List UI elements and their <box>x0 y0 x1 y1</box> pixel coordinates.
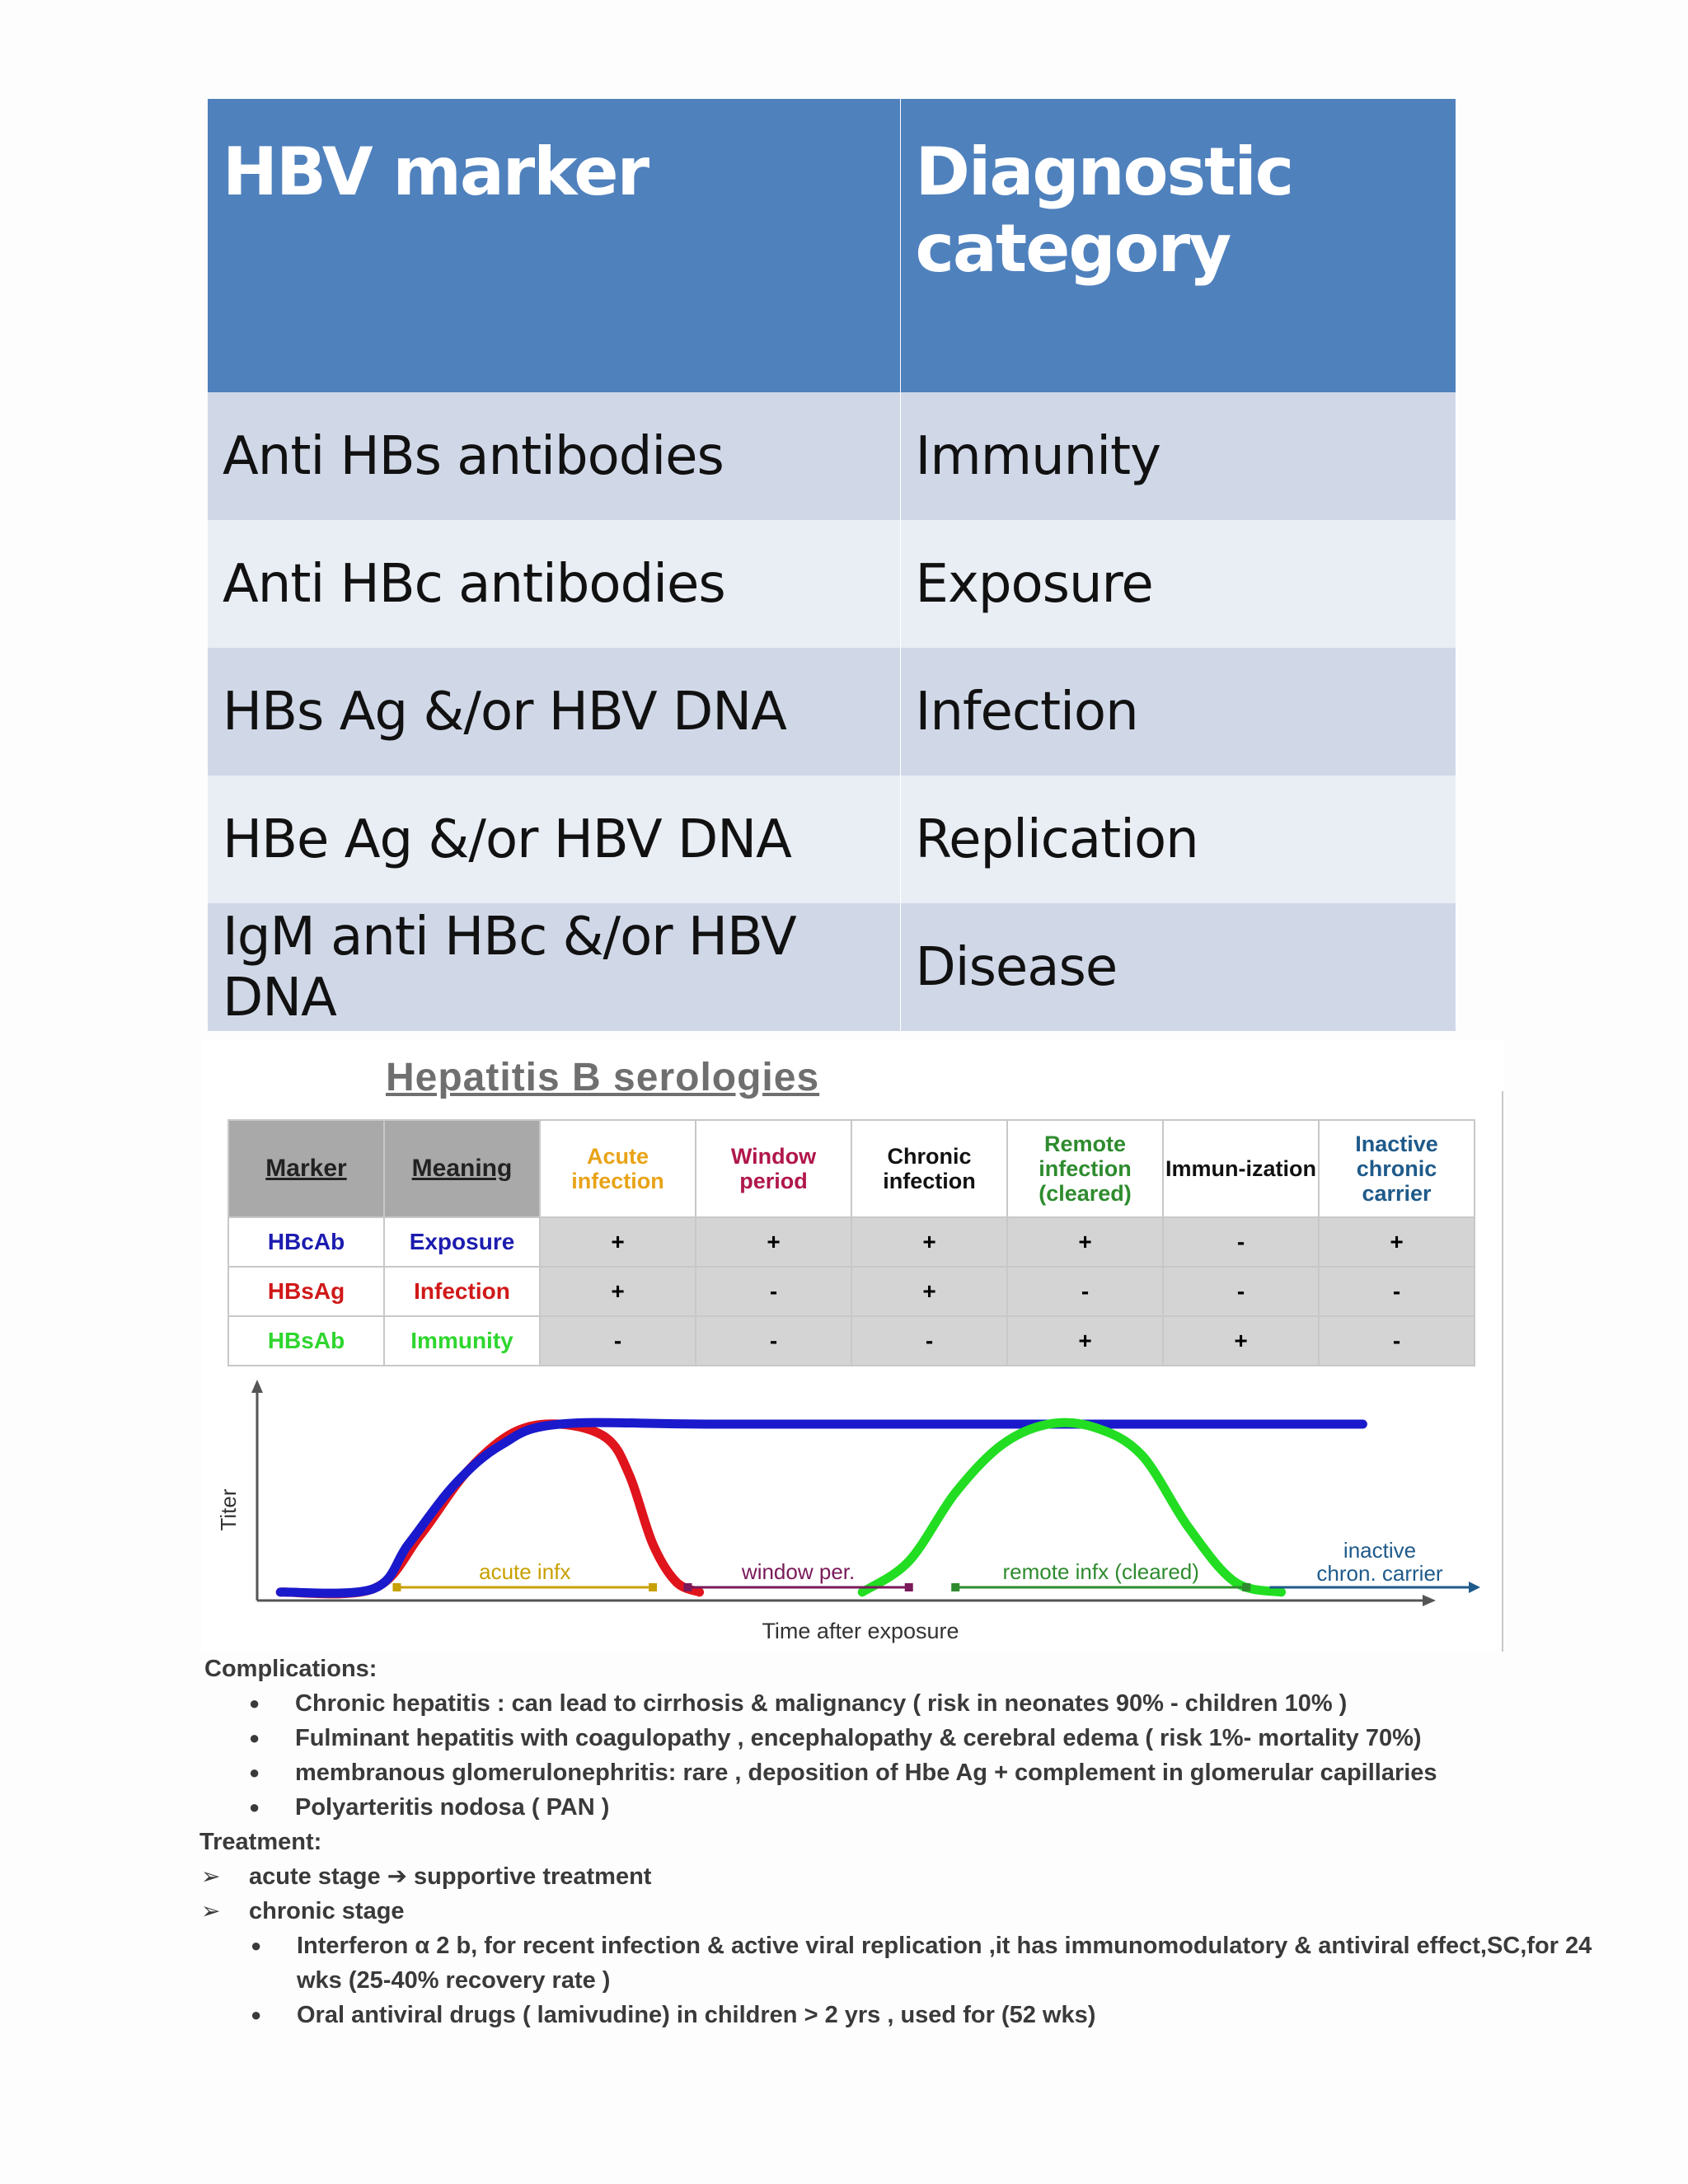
phase-label: window per. <box>741 1559 856 1584</box>
serology-value-cell: - <box>1007 1267 1163 1316</box>
phase-arrow-icon <box>1469 1582 1480 1593</box>
hbv-category-cell: Infection <box>900 648 1456 776</box>
chronic-stage-label: chronic stage <box>249 1898 405 1924</box>
y-axis-arrow-icon <box>251 1380 263 1393</box>
treatment-acute-stage <box>199 1859 1601 1894</box>
table-row <box>208 520 1456 648</box>
phase-bracket-end <box>649 1583 657 1591</box>
list-item: ● Chronic hepatitis : can lead to cirrhosis & malignancy ( risk in neonates 90% - children 10% ) <box>204 1686 1606 1721</box>
list-item: ● membranous glomerulonephritis: rare , deposition of Hbe Ag + complement in glomerular capillaries <box>204 1755 1606 1790</box>
serology-value-cell: + <box>1319 1217 1475 1267</box>
treatment-section <box>199 1825 1601 2032</box>
hbv-marker-table <box>208 99 1456 1031</box>
serology-col-header: Inactive chronic carrier <box>1319 1120 1475 1217</box>
serology-value-cell: + <box>540 1217 696 1267</box>
table-row <box>228 1267 1475 1316</box>
table-row <box>208 903 1456 1031</box>
serology-table <box>227 1119 1475 1366</box>
hbv-category-cell: Exposure <box>900 520 1456 648</box>
hbv-marker-cell: HBe Ag &/or HBV DNA <box>208 776 900 903</box>
treatment-heading: Treatment: <box>199 1829 322 1855</box>
list-item: ● Polyarteritis nodosa ( PAN ) <box>204 1790 1606 1825</box>
phase-bracket-start <box>951 1583 959 1591</box>
serology-marker-cell: HBsAb <box>228 1316 384 1366</box>
serology-value-cell: - <box>1319 1267 1475 1316</box>
serology-col-header: Meaning <box>384 1120 540 1217</box>
acute-stage-label: acute stage <box>249 1863 381 1890</box>
serology-value-cell: - <box>1319 1316 1475 1366</box>
list-item: ● Interferon α 2 b, for recent infection & active viral replication ,it has immunomodulatory & antiviral effect,SC,for 24 wks (25-40% recovery rate ) <box>199 1929 1601 1998</box>
serology-meaning-cell: Exposure <box>384 1217 540 1267</box>
serology-value-cell: + <box>1163 1316 1319 1366</box>
phase-bracket-end <box>1242 1583 1250 1591</box>
phase-label: chron. carrier <box>1316 1561 1443 1586</box>
complications-heading: Complications: <box>204 1656 377 1682</box>
serology-col-header: Marker <box>228 1120 384 1217</box>
hbv-category-cell: Replication <box>900 776 1456 903</box>
list-item: ● Fulminant hepatitis with coagulopathy , encephalopathy & cerebral edema ( risk 1%- mortality 70%) <box>204 1721 1606 1755</box>
serology-figure <box>201 1040 1503 1652</box>
list-item: ● Oral antiviral drugs ( lamivudine) in children > 2 yrs , used for (52 wks) <box>199 1998 1601 2032</box>
hbv-marker-cell: Anti HBc antibodies <box>208 520 900 648</box>
arrow-bullet-icon: ➢ <box>201 1898 221 1924</box>
acute-stage-treatment: supportive treatment <box>414 1863 652 1890</box>
hbv-marker-cell: IgM anti HBc &/or HBV DNA <box>208 903 900 1031</box>
complications-list <box>204 1686 1606 1825</box>
serology-value-cell: - <box>1163 1217 1319 1267</box>
table-row <box>228 1217 1475 1267</box>
table-row <box>208 392 1456 520</box>
serology-value-cell: + <box>851 1267 1007 1316</box>
serology-marker-cell: HBcAb <box>228 1217 384 1267</box>
serology-col-header: Chronic infection <box>851 1120 1007 1217</box>
table-row <box>228 1316 1475 1366</box>
x-axis-arrow-icon <box>1423 1595 1436 1606</box>
hbv-marker-cell: Anti HBs antibodies <box>208 392 900 520</box>
serology-value-cell: + <box>540 1267 696 1316</box>
serology-col-header: Window period <box>696 1120 851 1217</box>
serology-title: Hepatitis B serologies <box>386 1056 820 1099</box>
chronic-treatment-list <box>199 1929 1601 2032</box>
x-axis-label: Time after exposure <box>762 1619 959 1643</box>
hbv-header-marker: HBV marker <box>208 99 900 392</box>
serology-value-cell: - <box>1163 1267 1319 1316</box>
serology-value-cell: + <box>1007 1217 1163 1267</box>
hbv-marker-cell: HBs Ag &/or HBV DNA <box>208 648 900 776</box>
treatment-stages <box>199 1859 1601 1929</box>
phase-bracket-start <box>683 1583 692 1591</box>
y-axis-label: Titer <box>216 1488 241 1531</box>
table-row <box>208 776 1456 903</box>
serology-value-cell: + <box>696 1217 851 1267</box>
phase-label: inactive <box>1343 1538 1417 1563</box>
hbv-category-cell: Immunity <box>900 392 1456 520</box>
table-row <box>208 648 1456 776</box>
serology-col-header: Acute infection <box>540 1120 696 1217</box>
serology-value-cell: - <box>540 1316 696 1366</box>
phase-bracket-start <box>392 1583 401 1591</box>
hbv-table-header-row <box>208 99 1456 392</box>
serology-col-header: Remote infection (cleared) <box>1007 1120 1163 1217</box>
serology-col-header: Immun-ization <box>1163 1120 1319 1217</box>
phase-label: remote infx (cleared) <box>1002 1559 1199 1584</box>
phase-label: acute infx <box>479 1559 571 1584</box>
hbv-category-cell: Disease <box>900 903 1456 1031</box>
arrow-bullet-icon: ➢ <box>201 1863 221 1889</box>
serology-value-cell: - <box>851 1316 1007 1366</box>
complications-section <box>204 1652 1606 1825</box>
serology-value-cell: - <box>696 1316 851 1366</box>
serology-meaning-cell: Infection <box>384 1267 540 1316</box>
phase-bracket-end <box>905 1583 913 1591</box>
right-arrow-icon: ➔ <box>387 1863 407 1890</box>
hbv-header-category: Diagnostic category <box>900 99 1456 392</box>
serology-meaning-cell: Immunity <box>384 1316 540 1366</box>
titer-chart <box>201 1378 1487 1650</box>
figure-divider <box>1502 1091 1503 1652</box>
treatment-chronic-stage <box>199 1894 1601 1929</box>
serology-header-row <box>228 1120 1475 1217</box>
serology-marker-cell: HBsAg <box>228 1267 384 1316</box>
serology-value-cell: + <box>851 1217 1007 1267</box>
serology-value-cell: + <box>1007 1316 1163 1366</box>
serology-value-cell: - <box>696 1267 851 1316</box>
